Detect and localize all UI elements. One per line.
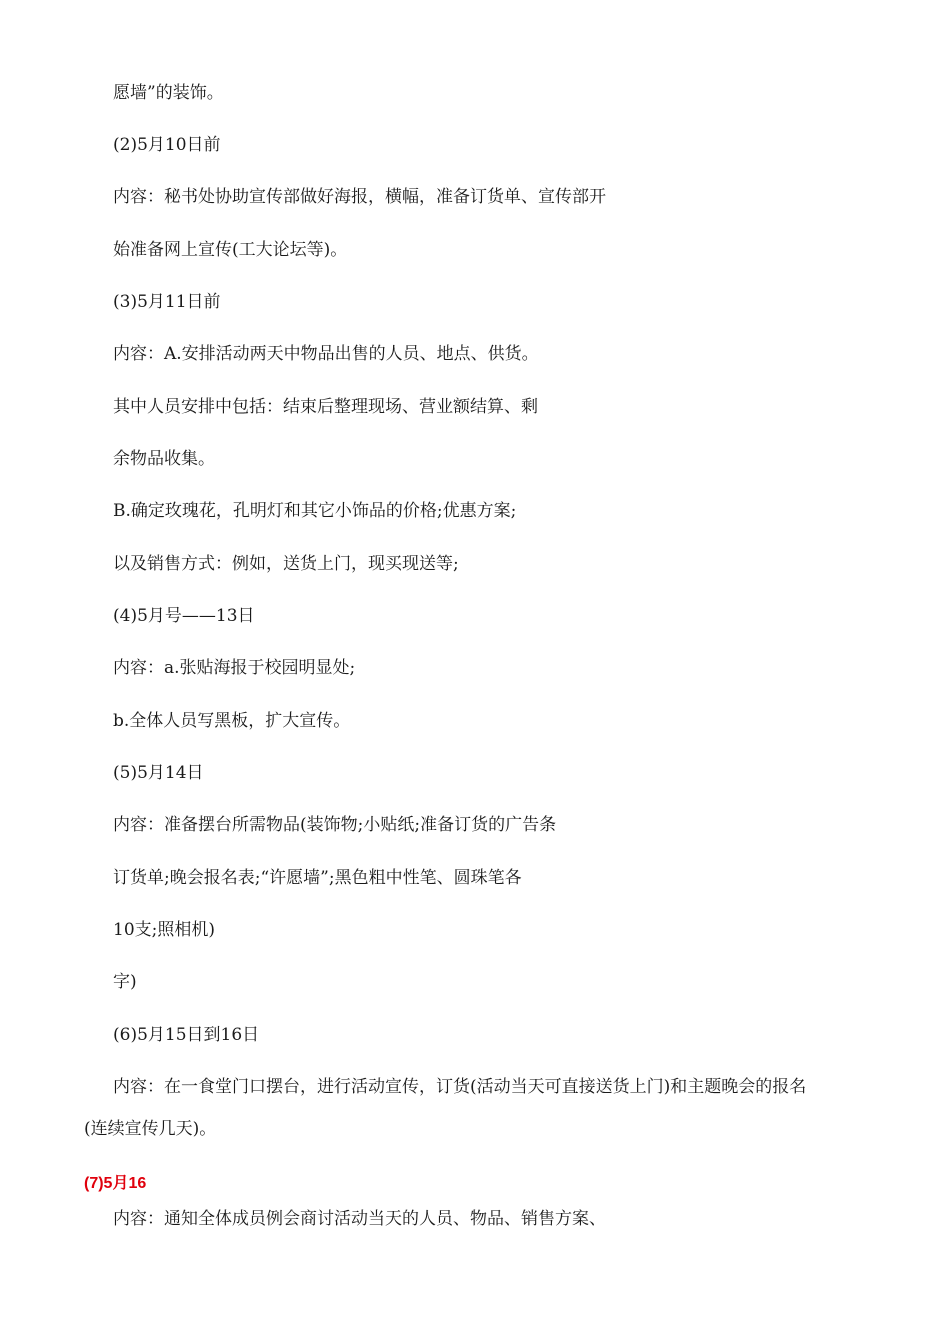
text-line: 始准备网上宣传(工大论坛等)。 [113,240,348,260]
section-date-line: (5)5月14日 [113,763,204,783]
text-line: 内容：在一食堂门口摆台，进行活动宣传，订货(活动当天可直接送货上门)和主题晚会的报名 [113,1077,807,1097]
text-line: 内容：a.张贴海报于校园明显处; [113,658,356,678]
text-line: 内容：准备摆台所需物品(装饰物;小贴纸;准备订货的广告条 [113,815,557,835]
text-line: 以及销售方式：例如，送货上门，现买现送等; [113,554,459,574]
text-line: 内容：通知全体成员例会商讨活动当天的人员、物品、销售方案、 [113,1209,606,1229]
text-line: 字) [113,972,137,992]
text-line: b.全体人员写黑板，扩大宣传。 [113,711,351,731]
section-heading-red: (7)5月16 [84,1175,147,1192]
section-date-line: (4)5月号——13日 [113,606,255,626]
text-line: 内容：A.安排活动两天中物品出售的人员、地点、供货。 [113,344,539,364]
text-line: B.确定玫瑰花，孔明灯和其它小饰品的价格;优惠方案; [113,501,517,521]
section-date-line: (6)5月15日到16日 [113,1025,260,1045]
text-line: 订货单;晚会报名表;“许愿墙”;黑色粗中性笔、圆珠笔各 [113,868,522,888]
text-line: (连续宣传几天)。 [84,1119,217,1139]
text-line: 余物品收集。 [113,449,215,469]
text-line: 10支;照相机) [113,920,215,940]
text-line: 内容：秘书处协助宣传部做好海报，横幅，准备订货单、宣传部开 [113,187,606,207]
text-line: 其中人员安排中包括：结束后整理现场、营业额结算、剩 [113,397,538,417]
section-date-line: (2)5月10日前 [113,135,221,155]
text-line: 愿墙”的装饰。 [113,83,224,103]
section-date-line: (3)5月11日前 [113,292,221,312]
